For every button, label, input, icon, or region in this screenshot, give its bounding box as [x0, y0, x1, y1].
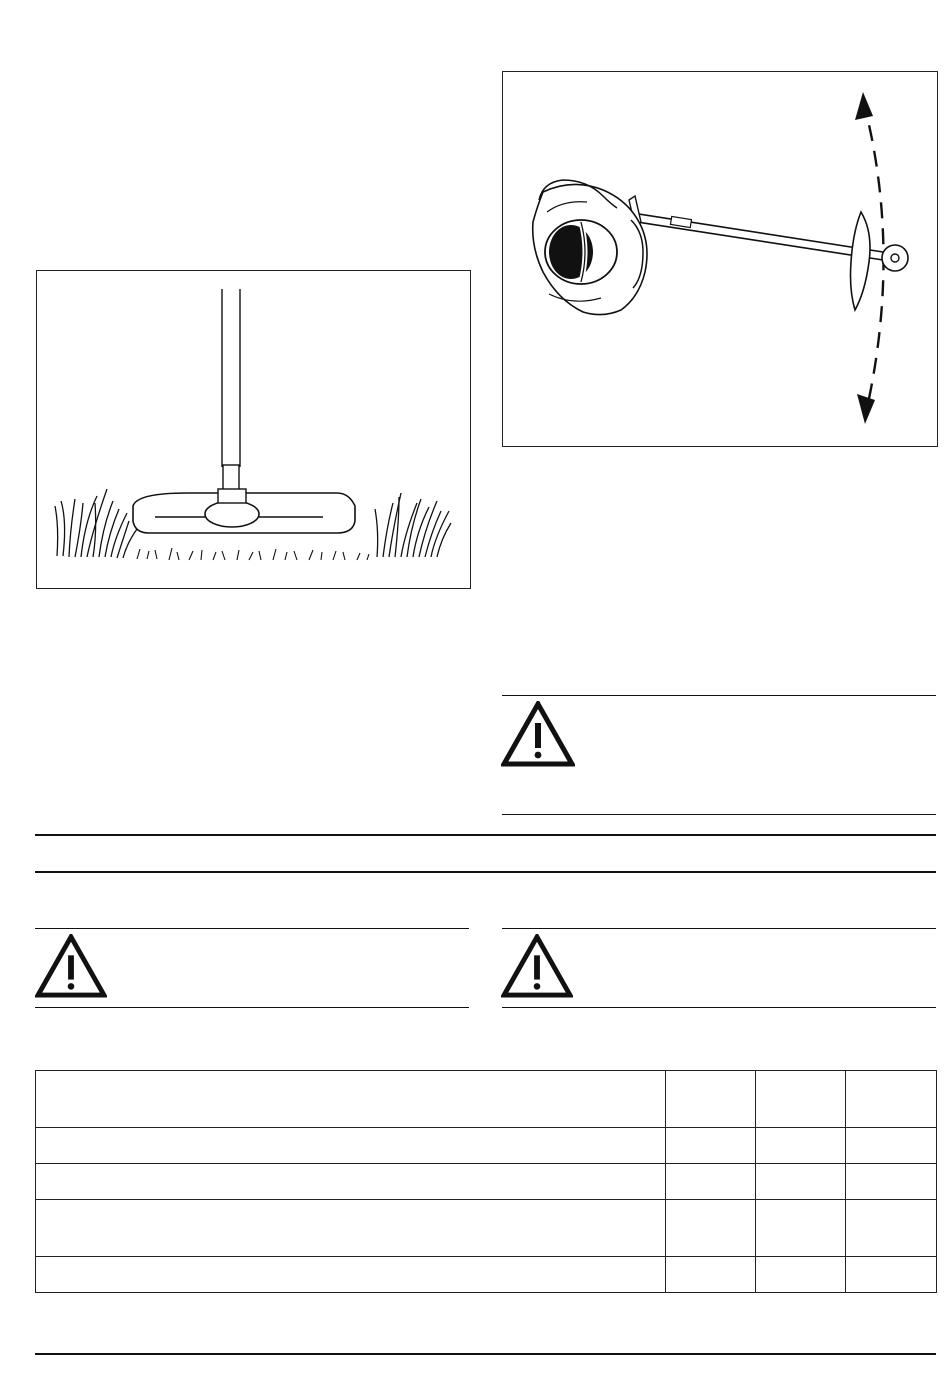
table-row [36, 1128, 937, 1164]
section-header-rule-top [35, 834, 936, 836]
table-row [36, 1257, 937, 1293]
table-cell [846, 1164, 937, 1200]
table-row [36, 1164, 937, 1200]
section-header-rule-bottom [35, 871, 936, 873]
page-footer-rule [35, 1353, 936, 1355]
figure-trimmer-in-grass [36, 270, 471, 589]
warning-box-right-bottom-rule [502, 1007, 936, 1008]
table-cell [666, 1200, 756, 1257]
table-cell [846, 1128, 937, 1164]
warning-box-left-bottom-rule [35, 1007, 469, 1008]
table-header-cell [36, 1071, 666, 1128]
table-header-cell [846, 1071, 937, 1128]
trimmer-cutting-grass-illustration [37, 271, 470, 588]
warning-box-left-top-rule [35, 928, 469, 929]
maintenance-schedule-table [35, 1070, 937, 1293]
table-cell [846, 1257, 937, 1293]
table-header-cell [756, 1071, 846, 1128]
warning-triangle-icon [501, 701, 575, 767]
warning-box-bottom-rule [502, 814, 936, 815]
table-cell [846, 1200, 937, 1257]
table-cell [756, 1257, 846, 1293]
table-cell [756, 1200, 846, 1257]
table-cell [666, 1164, 756, 1200]
table-cell [36, 1164, 666, 1200]
table-cell [666, 1128, 756, 1164]
operator-swing-arc-illustration [503, 72, 937, 446]
warning-box-right-top-rule [502, 928, 936, 929]
table-row [36, 1200, 937, 1257]
table-cell [666, 1257, 756, 1293]
table-cell [36, 1200, 666, 1257]
figure-operator-top-view [502, 71, 938, 447]
warning-box-top-rule [502, 695, 936, 696]
table-header-row [36, 1071, 937, 1128]
table-cell [36, 1128, 666, 1164]
table-cell [756, 1128, 846, 1164]
warning-triangle-icon [501, 934, 573, 998]
table-header-cell [666, 1071, 756, 1128]
warning-triangle-icon [35, 934, 107, 998]
table-cell [36, 1257, 666, 1293]
table-cell [756, 1164, 846, 1200]
